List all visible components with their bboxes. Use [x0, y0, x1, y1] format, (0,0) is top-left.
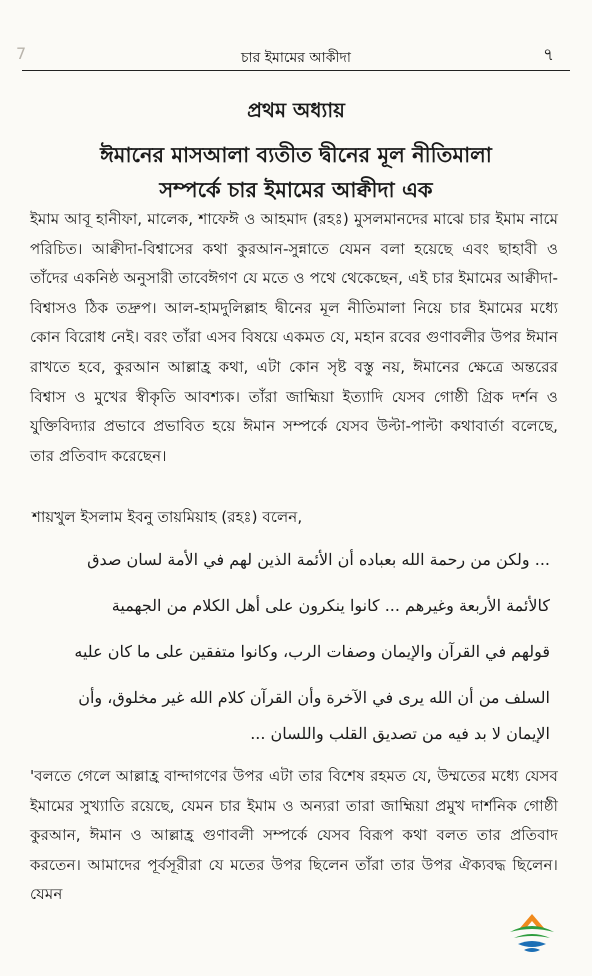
body-paragraph-2: 'বলতে গেলে আল্লাহ্র বান্দাগণের উপর এটা তার বিশেষ রহমত যে, উম্মতের মধ্যে যেসব ইমামের সুখ্যাতি রয়েছে, যেমন চার ইমাম ও অন্যরা তারা জাহ্মিয়া প্রমুখ দার্শনিক গোষ্ঠী কুরআন, ঈমান ও আল্লাহ্র গুণাবলী সম্পর্কে যেসব বিরূপ কথা বলত তার প্রতিবাদ করতেন। আমাদের পূর্বসূরীরা যে মতের উপর ছিলেন তাঁরা তার উপর ঐক্যবদ্ধ ছিলেন। যেমন [30, 767, 558, 904]
quote-intro: শায়খুল ইসলাম ইবনু তায়মিয়াহ (রহঃ) বলেন, [32, 508, 303, 526]
heading-line-2: সম্পর্কে চার ইমামের আক্বীদা এক [159, 178, 433, 202]
body-paragraph-1: ইমাম আবূ হানীফা, মালেক, শাফেঈ ও আহমাদ (রহঃ) মুসলমানদের মাঝে চার ইমাম নামে পরিচিত। আক্বীদা-বিশ্বাসের কথা কুরআন-সুন্নাতে যেমন বলা হয়েছে এবং ছাহাবী ও তাঁদের একনিষ্ঠ অনুসারী তাবেঈগণ যে মতে ও পথে থেকেছেন, এই চার ইমামের আক্বীদা-বিশ্বাসও ঠিক তদ্রুপ। আল-হামদুলিল্লাহ দ্বীনের মূল নীতিমালা নিয়ে চার ইমামের মধ্যে কোন বিরোধ নেই। বরং তাঁরা এসব বিষয়ে একমত যে, মহান রবের গুণাবলীর উপর ঈমান রাখতে হবে, কুরআন আল্লাহ্র কথা, এটা কোন সৃষ্ট বস্তু নয়, ঈমানের ক্ষেত্রে অন্তরের বিশ্বাস ও মুখের স্বীকৃতি আবশ্যক। তাঁরা জাহ্মিয়া ইত্যাদি যেসব গোষ্ঠী গ্রিক দর্শন ও যুক্তিবিদ্যার প্রভাবে প্রভাবিত হয়ে ঈমান সম্পর্কে যেসব উল্টা-পাল্টা কথাবার্তা বলেছে, তার প্রতিবাদ করেছেন। [30, 210, 558, 465]
page-header [0, 0, 592, 70]
arabic-quote-line: ... ولكن من رحمة الله بعباده أن الأئمة الذين لهم في الأمة لسان صدق [87, 550, 550, 569]
header-divider [22, 70, 570, 71]
chapter-label: প্রথম অধ্যায় [247, 98, 345, 122]
running-title: চার ইমামের আকীদা [241, 50, 351, 66]
header-corner-mark: 7 [16, 44, 27, 63]
arabic-quote-line: السلف من أن الله يرى في الآخرة وأن القرآن كلام الله غير مخلوق، وأن [78, 688, 550, 707]
heading-line-1: ঈমানের মাসআলা ব্যতীত দ্বীনের মূল নীতিমালা [100, 143, 492, 167]
publisher-logo-icon [500, 910, 564, 956]
arabic-quote-line: الإيمان لا بد فيه من تصديق القلب واللسان ... [250, 724, 550, 743]
arabic-quote-line: قولهم في القرآن والإيمان وصفات الرب، وكانوا متفقين على ما كان عليه [74, 642, 550, 661]
arabic-quote-line: كالأئمة الأربعة وغيرهم ... كانوا ينكرون على أهل الكلام من الجهمية [111, 596, 550, 615]
section-heading [26, 138, 566, 208]
page-number: ৭ [542, 45, 554, 65]
